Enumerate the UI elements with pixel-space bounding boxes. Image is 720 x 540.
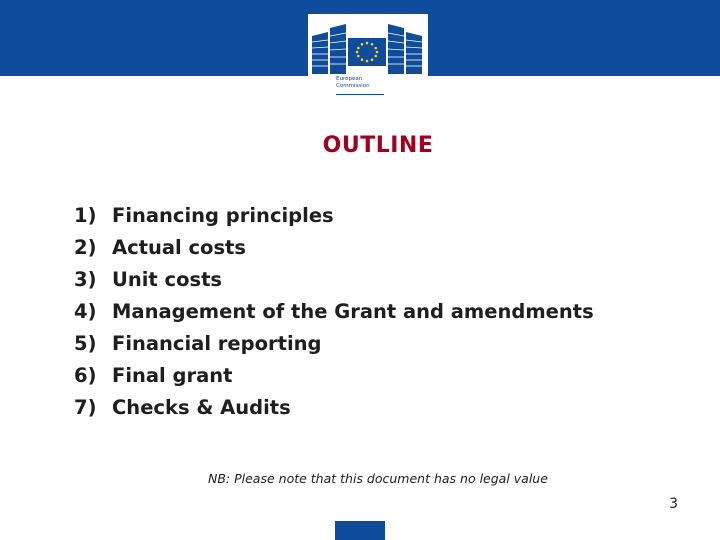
outline-item (74, 232, 594, 264)
item-number: 6) (74, 364, 97, 387)
outline-item (74, 328, 594, 360)
outline-item (74, 264, 594, 296)
item-label: Checks & Audits (112, 396, 291, 419)
outline-item (74, 360, 594, 392)
item-label: Final grant (112, 364, 233, 387)
outline-item (74, 392, 594, 424)
item-label: Management of the Grant and amendments (112, 300, 594, 323)
legal-note: NB: Please note that this document has no legal value (208, 471, 548, 486)
logo-text-line1: European (336, 76, 363, 82)
footer-flag-bar (335, 521, 385, 540)
item-number: 4) (74, 300, 97, 323)
item-number: 1) (74, 204, 97, 227)
european-commission-logo (308, 14, 428, 100)
item-number: 2) (74, 236, 97, 259)
page-number: 3 (669, 496, 678, 512)
item-number: 3) (74, 268, 97, 291)
item-label: Financing principles (112, 204, 334, 227)
outline-item (74, 200, 594, 232)
logo-text (336, 76, 370, 89)
outline-list (74, 200, 594, 424)
outline-item (74, 296, 594, 328)
item-label: Financial reporting (112, 332, 322, 355)
item-label: Unit costs (112, 268, 223, 291)
item-label: Actual costs (112, 236, 246, 259)
item-number: 7) (74, 396, 97, 419)
logo-text-line2: Commission (336, 82, 370, 89)
item-number: 5) (74, 332, 97, 355)
slide-title: OUTLINE (322, 133, 434, 158)
